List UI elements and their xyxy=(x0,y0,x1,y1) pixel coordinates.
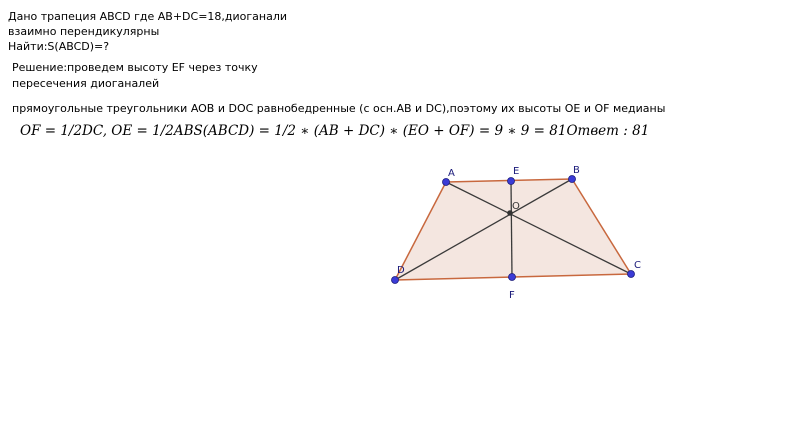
trapezoid-fill xyxy=(395,179,631,280)
point-a xyxy=(443,179,450,186)
solution-line-3: прямоугольные треугольники AOB и DOC равнобедренные (с осн.AB и DC),поэтому их высоты OE и OF медианы xyxy=(12,102,666,115)
point-f xyxy=(509,274,516,281)
label-f: F xyxy=(509,290,515,301)
problem-statement-line-2: взаимно перендикулярны xyxy=(8,25,160,38)
label-c: C xyxy=(634,260,641,271)
problem-statement-line-1: Дано трапеция ABCD где AB+DC=18,диоганали xyxy=(8,10,288,23)
solution-formula: OF = 1/2DC, OE = 1/2ABS(ABCD) = 1/2 ∗ (AB + DC) ∗ (EO + OF) = 9 ∗ 9 = 81Ответ : 81 xyxy=(20,123,650,139)
label-b: B xyxy=(573,165,580,176)
point-e xyxy=(508,178,515,185)
problem-question-line: Найти:S(ABCD)=? xyxy=(8,40,110,53)
solution-line-1: Решение:проведем высоту EF через точку xyxy=(12,61,258,74)
point-b xyxy=(569,176,576,183)
point-c xyxy=(628,271,635,278)
label-a: A xyxy=(448,168,455,179)
label-o: O xyxy=(512,201,520,212)
label-d: D xyxy=(397,265,405,276)
label-e: E xyxy=(513,166,520,177)
solution-line-2: пересечения диоганалей xyxy=(12,77,160,90)
point-d xyxy=(392,277,399,284)
